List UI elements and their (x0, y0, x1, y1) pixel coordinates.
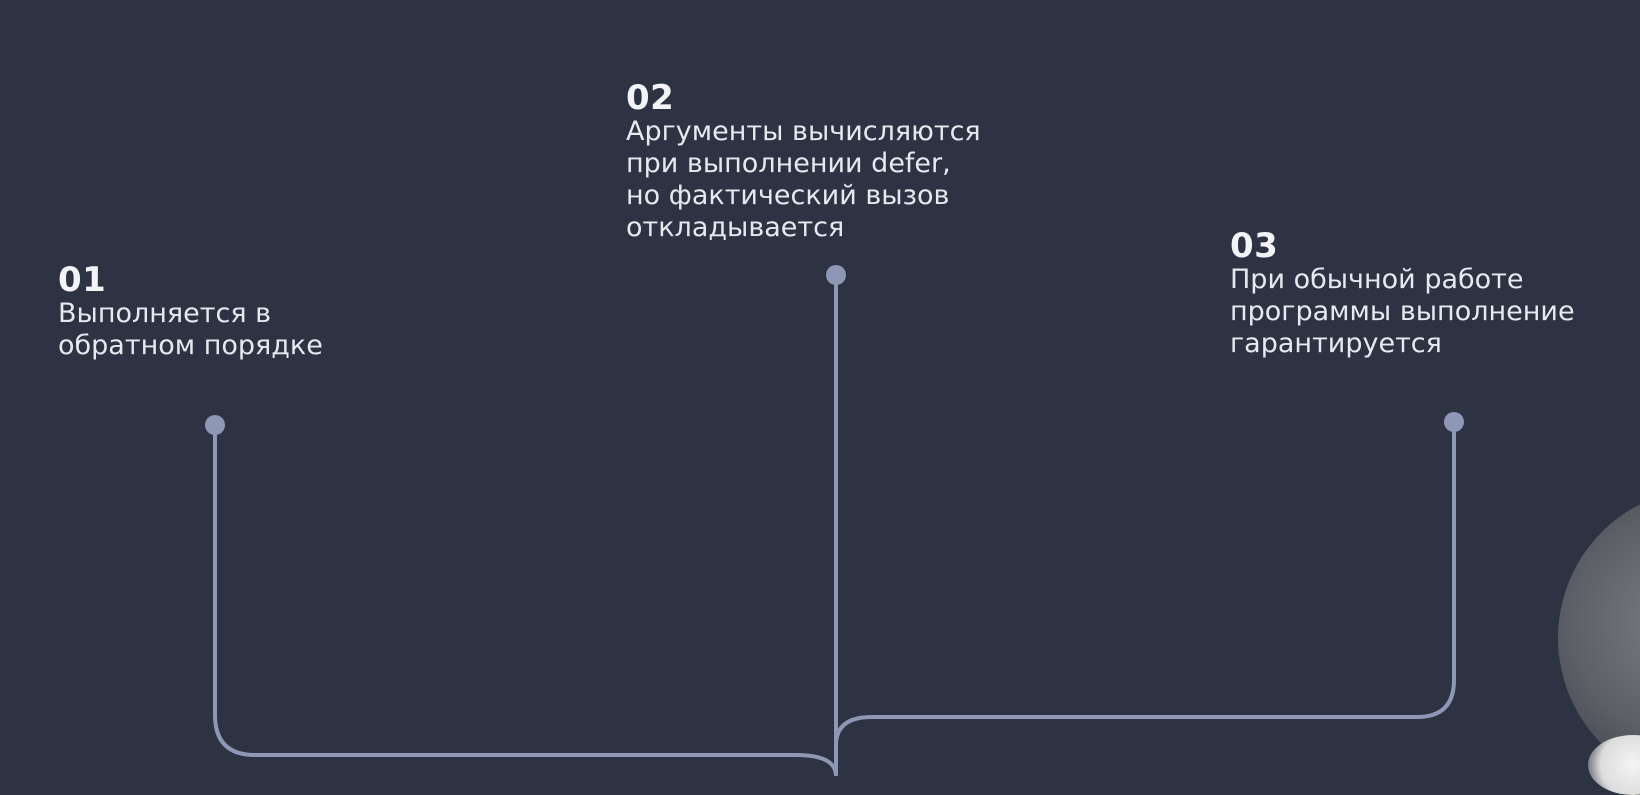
point-03 (1230, 228, 1575, 360)
point-02 (626, 80, 981, 244)
connector-node-01 (205, 415, 225, 435)
connector-line-01 (215, 425, 836, 776)
point-number: 01 (58, 260, 107, 300)
point-text: Аргументы вычисляются при выполнении defer, но фактический вызов откладывается (626, 116, 981, 243)
point-text: Выполняется в обратном порядке (58, 298, 323, 361)
connector-node-03 (1444, 412, 1464, 432)
point-01 (58, 262, 323, 362)
point-number: 03 (1230, 226, 1279, 266)
connector-node-02 (826, 265, 846, 285)
connector-line-03 (836, 422, 1454, 745)
point-text: При обычной работе программы выполнение гарантируется (1230, 264, 1575, 359)
point-number: 02 (626, 78, 675, 118)
